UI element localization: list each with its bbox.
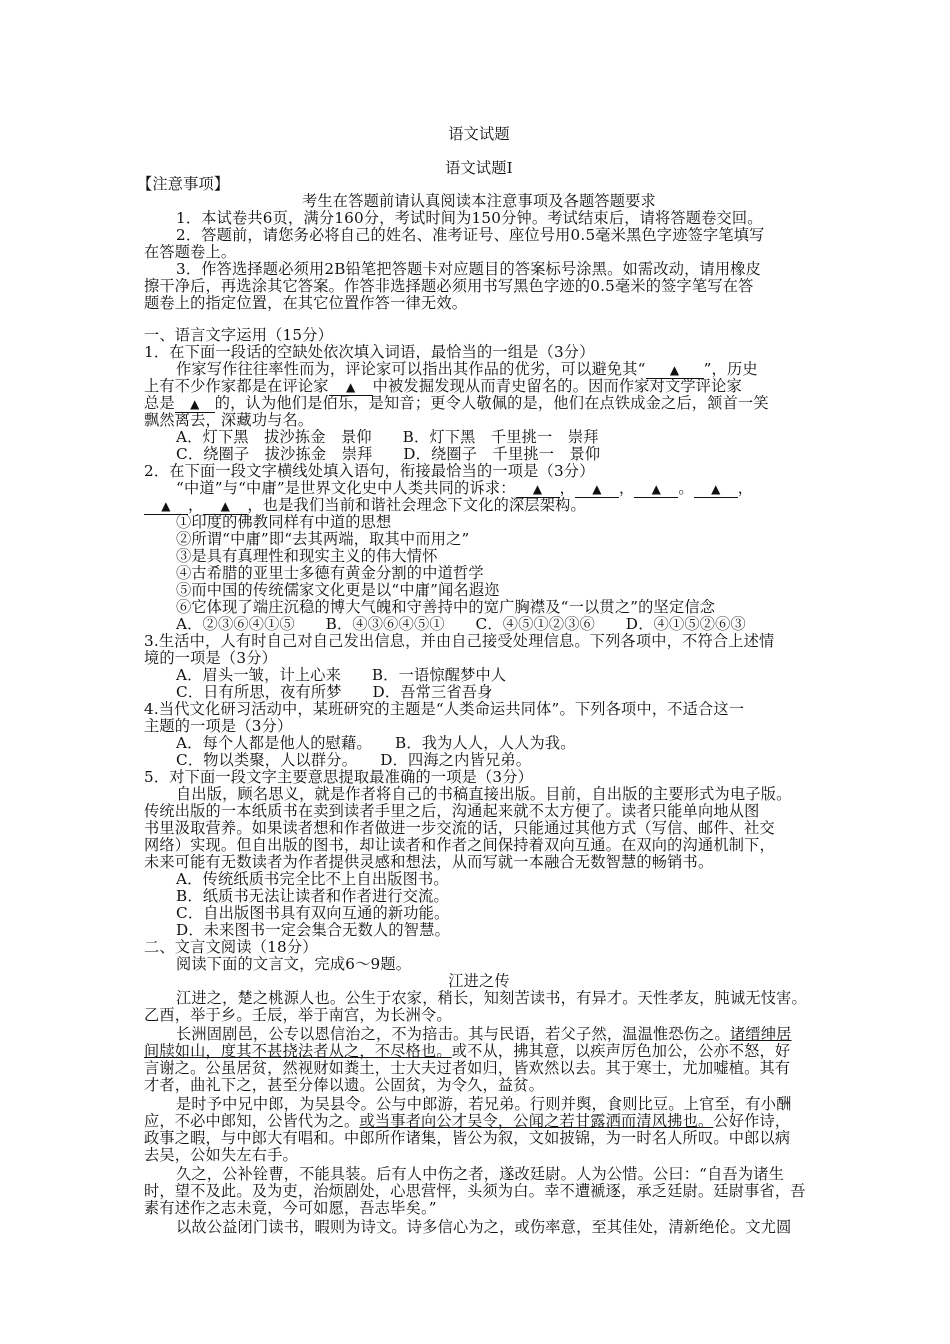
answer-blank: ▲: [144, 499, 188, 515]
question-4-stem: 主题的一项是（3分）: [144, 717, 293, 735]
notice-intro: 考生在答题前请认真阅读本注意事项及各题答题要求: [302, 192, 656, 210]
sentence-1: ①印度的佛教同样有中道的思想: [176, 513, 392, 531]
notice-item-3-cont: 题卷上的指定位置，在其它位置作答一律无效。: [144, 294, 468, 312]
sentence-6: ⑥它体现了端庄沉稳的博大气魄和守善持中的宽广胸襟及“一以贯之”的坚定信念: [176, 598, 716, 616]
question-3-stem: 3.生活中，人有时自己对自己发出信息，并由自己接受处理信息。下列各项中，不符合上述情: [144, 632, 775, 650]
notice-item-3: 3．作答选择题必须用2B铅笔把答题卡对应题目的答案标号涂黑。如需改动，请用橡皮: [176, 260, 762, 278]
question-5-passage: 传统出版的一本纸质书在卖到读者手里之后，沟通起来就不太方便了。读者只能单向地从图: [144, 802, 760, 820]
notice-item-2: 2．答题前，请您务必将自己的姓名、准考证号、座位号用0.5毫米黑色字迹签字笔填写: [176, 226, 765, 244]
answer-blank: ▲: [575, 482, 619, 498]
question-2-passage: ▲ ， ▲ ，也是我们当前和谐社会理念下文化的深层架构。: [144, 497, 586, 515]
question-1-passage: 总是 ▲ 的，认为他们是伯乐，是知音；更令人敬佩的是，他们在点铁成金之后，颔首一笑: [144, 394, 769, 412]
option-c: C．自出版图书具有双向互通的新功能。: [176, 904, 450, 922]
option-d: D．未来图书一定会集合无数人的智慧。: [176, 921, 450, 939]
question-2-passage: “中道”与“中庸”是世界文化史中人类共同的诉求： ▲ ， ▲ ， ▲ 。 ▲ ，: [176, 479, 754, 497]
answer-blank: ▲: [175, 397, 215, 413]
option-a-b: A．眉头一皱，计上心来 B．一语惊醒梦中人: [176, 666, 507, 684]
notice-item-1: 1．本试卷共6页，满分160分，考试时间为150分钟。考试结束后，请将答题卷交回。: [176, 209, 763, 227]
question-1-passage: 作家写作往往率性而为，评论家可以指出其作品的优劣，可以避免其“ ▲ ”，历史: [176, 360, 758, 378]
sentence-4: ④古希腊的亚里士多德有黄金分割的中道哲学: [176, 564, 484, 582]
classical-text-line: 长洲固剧邑，公专以恩信治之，不为掊击。其与民语，若父子然，温温惟恐伤之。诸缙绅居: [176, 1025, 792, 1043]
notice-heading: 【注意事项】: [137, 175, 230, 193]
answer-blank: ▲: [203, 499, 247, 515]
classical-text-line: 素有述作之志未竟，今可如愿，吾志毕矣。”: [144, 1199, 437, 1217]
answer-blank: ▲: [694, 482, 738, 498]
classical-text-line: 乙酉，举于乡。壬辰，举于南宫，为长洲令。: [144, 1006, 452, 1024]
answer-blank: ▲: [634, 482, 678, 498]
question-5-passage: 自出版，顾名思义，就是作者将自己的书稿直接出版。目前，自出版的主要形式为电子版。: [176, 785, 792, 803]
option-c-d: C．物以类聚，人以群分。 D．四海之内皆兄弟。: [176, 751, 532, 769]
classical-text-line: 久之，公补铨曹，不能具装。后有人中伤之者，遂改廷尉。人为公惜。公曰：“自吾为诸生: [176, 1165, 785, 1183]
classical-text-line: 言谢之。公虽居贫，然视财如粪土，士大夫过者如归，皆欢然以去。其于寒士，尤加嘘植。其有: [144, 1059, 791, 1077]
question-4-stem: 4.当代文化研习活动中，某班研究的主题是“人类命运共同体”。下列各项中，不适合这一: [144, 700, 745, 718]
sentence-3: ③是具有真理性和现实主义的伟大情怀: [176, 547, 438, 565]
question-2-options: A．②③⑥④①⑤ B．④③⑥④⑤① C．④⑤①②③⑥ D．④①⑤②⑥③: [176, 615, 746, 633]
classical-text-line: 间牍如山，度其不甚挠法者从之，不尽格也。或不从，拂其意，以疾声厉色加公，公亦不怒，好: [144, 1042, 791, 1060]
classical-text-title: 江进之传: [448, 972, 510, 990]
question-2-stem: 2．在下面一段文字横线处填入语句，衔接最恰当的一项是（3分）: [144, 462, 595, 480]
section-2-title: 二、文言文阅读（18分）: [144, 938, 318, 956]
classical-text-line: 时，望不及此。及为吏，治烦剧处，心思营怦，头须为白。幸不遭褫逐，承乏廷尉。廷尉事省，吾: [144, 1182, 806, 1200]
answer-blank: ▲: [329, 380, 373, 396]
question-1-passage: 飘然离去，深藏功与名。: [144, 411, 314, 429]
option-b: B．纸质书无法让读者和作者进行交流。: [176, 887, 449, 905]
classical-text-line: 江进之，楚之桃源人也。公生于农家，稍长，知刻苦读书，有异才。天性孝友，肫诚无忮害。: [176, 989, 807, 1007]
question-3-stem: 境的一项是（3分）: [144, 649, 277, 667]
question-5-passage: 书里汲取营养。如果读者想和作者做进一步交流的话，只能通过其他方式（写信、邮件、社交: [144, 819, 775, 837]
question-1-passage: 上有不少作家都是在评论家 ▲ 中被发掘发现从而青史留名的。因而作家对文学评论家: [144, 377, 742, 395]
answer-blank: ▲: [516, 482, 560, 498]
underlined-sentence: 或当事者向公才吴令，公闻之若甘露洒而清风拂也。: [359, 1112, 714, 1130]
option-a: A．传统纸质书完全比不上自出版图书。: [176, 870, 449, 888]
answer-blank: ▲: [646, 363, 704, 379]
option-a-b: A．灯下黑 拔沙拣金 景仰 B．灯下黑 千里挑一 崇拜: [176, 428, 599, 446]
sentence-5: ⑤而中国的传统儒家文化更是以“中庸”闻名遐迩: [176, 581, 500, 599]
question-1-stem: 1．在下面一段话的空缺处依次填入词语，最恰当的一组是（3分）: [144, 343, 595, 361]
option-c-d: C．绕圈子 拔沙拣金 崇拜 D．绕圈子 千里挑一 景仰: [176, 445, 601, 463]
classical-text-line: 以故公益闭门读书，暇则为诗文。诗多信心为之，或伤率意，至其佳处，清新绝伦。文尤圆: [176, 1218, 792, 1236]
underlined-sentence: 间牍如山，度其不甚挠法者从之，不尽格也。: [144, 1042, 452, 1060]
question-5-passage: 未来可能有无数读者为作者提供灵感和想法，从而写就一本融合无数智慧的畅销书。: [144, 853, 714, 871]
option-c-d: C．日有所思，夜有所梦 D．吾常三省吾身: [176, 683, 493, 701]
question-5-stem: 5．对下面一段文字主要意思提取最准确的一项是（3分）: [144, 768, 534, 786]
classical-text-line: 应，不必中郎知，公皆代为之。或当事者向公才吴令，公闻之若甘露洒而清风拂也。公好作诗，: [144, 1112, 791, 1130]
document-title: 语文试题: [448, 125, 510, 143]
option-a-b: A．每个人都是他人的慰藉。 B．我为人人，人人为我。: [176, 734, 576, 752]
classical-text-line: 才者，曲礼下之，甚至分俸以遗。公固贫，为令久，益贫。: [144, 1076, 545, 1094]
notice-item-3-cont: 擦干净后，再选涂其它答案。作答非选择题必须用书写黑色字迹的0.5毫米的签字笔写在答: [144, 277, 754, 295]
classical-text-line: 去吴，公如失左右手。: [144, 1146, 298, 1164]
classical-text-line: 是时予中兄中郎，为吴县令。公与中郎游，若兄弟。行则并舆，食则比豆。上官至，有小酬: [176, 1095, 792, 1113]
underlined-sentence: 诸缙绅居: [729, 1025, 792, 1043]
section-2-instruction: 阅读下面的文言文，完成6～9题。: [176, 955, 412, 973]
question-5-passage: 网络）实现。但自出版的图书，却让读者和作者之间保持着双向互通。在双向的沟通机制下，: [144, 836, 775, 854]
paper-title: 语文试题Ⅰ: [445, 159, 513, 177]
notice-item-2-cont: 在答题卷上。: [144, 243, 237, 261]
classical-text-line: 政事之暇，与中郎大有唱和。中郎所作诸集，皆公为叙，文如披锦，为一时名人所叹。中郎以病: [144, 1129, 791, 1147]
sentence-2: ②所谓“中庸”即“去其两端，取其中而用之”: [176, 530, 470, 548]
section-1-title: 一、语言文字运用（15分）: [144, 326, 333, 344]
